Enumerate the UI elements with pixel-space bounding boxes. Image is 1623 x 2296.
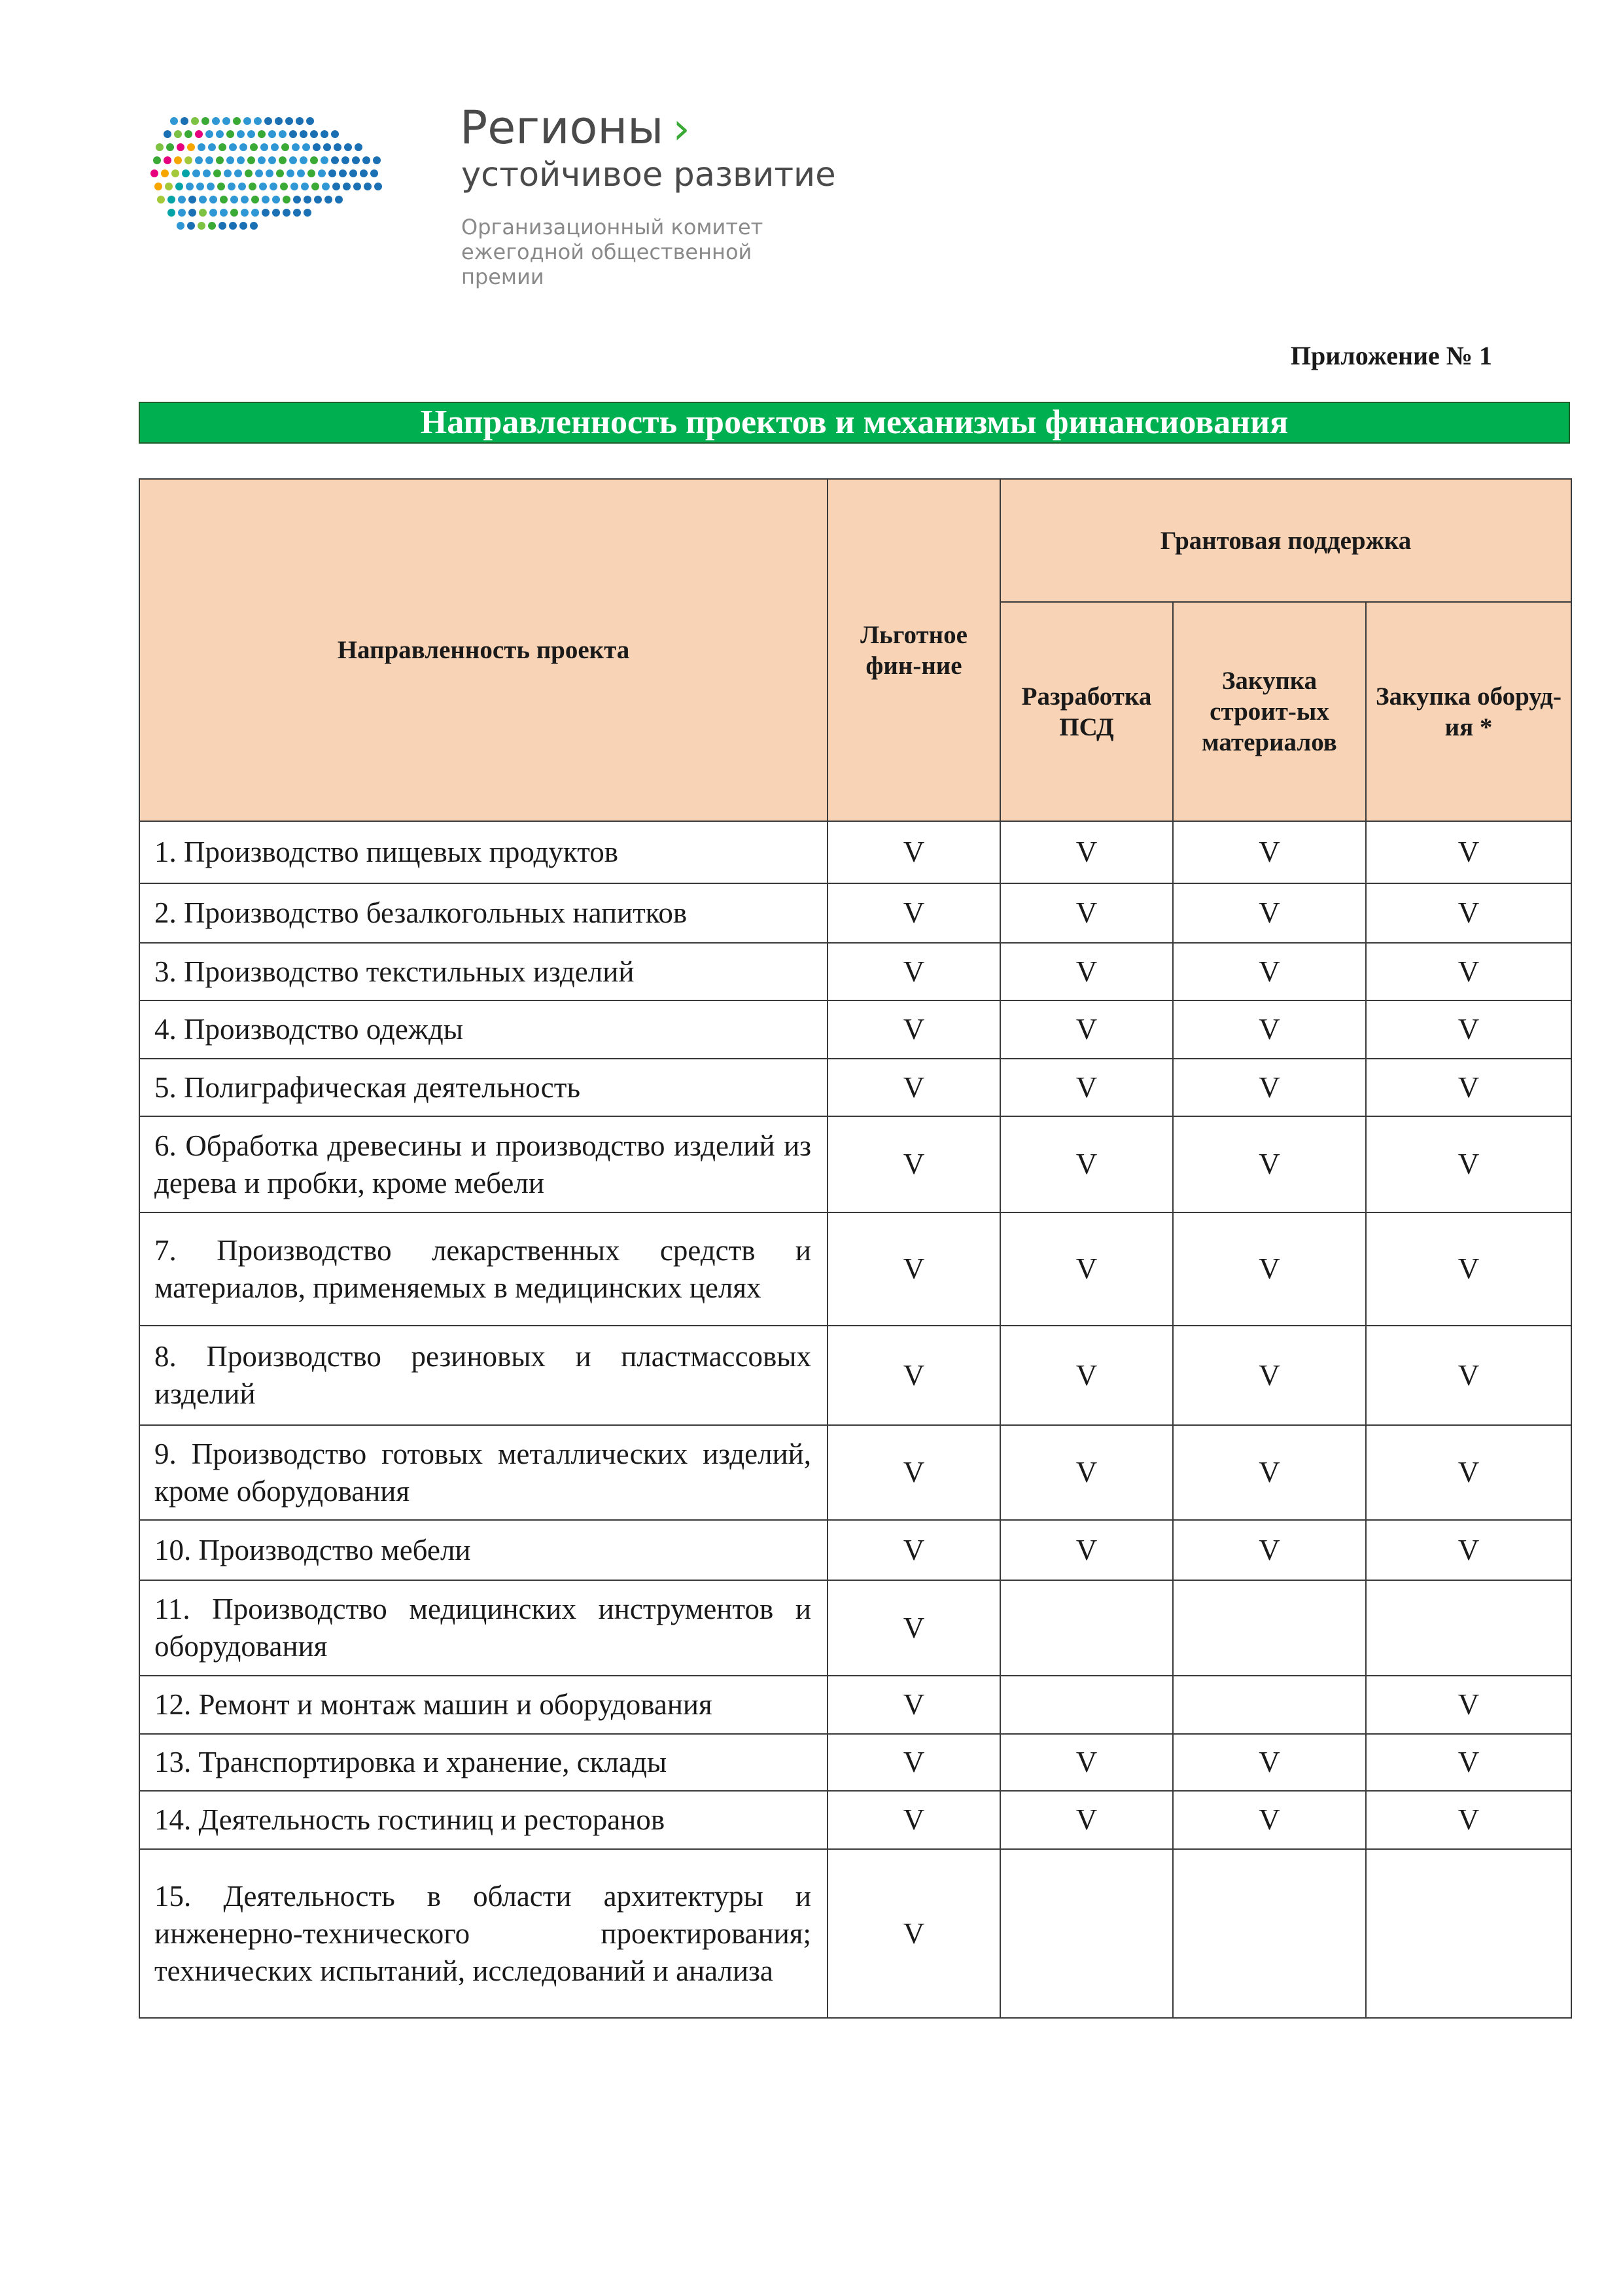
- row-direction: 4. Производство одежды: [139, 1000, 828, 1059]
- row-direction: 10. Производство мебели: [139, 1520, 828, 1580]
- row-mark: [1000, 1676, 1173, 1734]
- row-mark: V: [1173, 1212, 1366, 1326]
- header-design: Разработка ПСД: [1000, 602, 1173, 821]
- row-mark: V: [1000, 1734, 1173, 1791]
- row-mark: V: [1366, 1000, 1571, 1059]
- row-mark: V: [1000, 1116, 1173, 1212]
- financing-table: [139, 478, 1572, 2019]
- row-mark: [1000, 1580, 1173, 1676]
- header-grant: Грантовая поддержка: [1000, 479, 1571, 602]
- row-mark: V: [1000, 1425, 1173, 1520]
- row-mark: V: [828, 1734, 1000, 1791]
- row-mark: V: [1366, 1425, 1571, 1520]
- chevron-right-icon: ›: [672, 103, 690, 154]
- row-direction: 3. Производство текстильных изделий: [139, 943, 828, 1000]
- row-direction: 1. Производство пищевых продуктов: [139, 821, 828, 883]
- row-direction: 8. Производство резиновых и пластмассовых изделий: [139, 1326, 828, 1425]
- row-mark: V: [1366, 1676, 1571, 1734]
- row-mark: V: [1000, 1326, 1173, 1425]
- row-mark: V: [1173, 1520, 1366, 1580]
- row-mark: V: [1366, 821, 1571, 883]
- header-direction: Направленность проекта: [139, 479, 828, 821]
- appendix-label: Приложение № 1: [1290, 341, 1492, 370]
- row-direction: 13. Транспортировка и хранение, склады: [139, 1734, 828, 1791]
- row-mark: V: [1173, 1791, 1366, 1849]
- table-row: [139, 1059, 1571, 1116]
- row-mark: V: [1366, 1059, 1571, 1116]
- row-mark: V: [1173, 943, 1366, 1000]
- row-mark: V: [828, 1676, 1000, 1734]
- row-direction: 11. Производство медицинских инструментов и оборудования: [139, 1580, 828, 1676]
- table-row: [139, 1734, 1571, 1791]
- row-mark: V: [828, 1520, 1000, 1580]
- row-mark: V: [1000, 1520, 1173, 1580]
- table-row: [139, 821, 1571, 883]
- table-row: [139, 1580, 1571, 1676]
- row-mark: V: [1173, 1326, 1366, 1425]
- row-mark: V: [828, 1116, 1000, 1212]
- row-direction: 14. Деятельность гостиниц и ресторанов: [139, 1791, 828, 1849]
- row-mark: [1173, 1849, 1366, 2018]
- row-mark: V: [828, 1849, 1000, 2018]
- table-row: [139, 1212, 1571, 1326]
- row-direction: 2. Производство безалкогольных напитков: [139, 883, 828, 943]
- table-row: [139, 943, 1571, 1000]
- section-banner: Направленность проектов и механизмы финансиования: [139, 402, 1570, 444]
- row-mark: [1366, 1849, 1571, 2018]
- row-mark: V: [1173, 1734, 1366, 1791]
- row-mark: V: [1173, 1116, 1366, 1212]
- row-direction: 5. Полиграфическая деятельность: [139, 1059, 828, 1116]
- row-mark: V: [1173, 821, 1366, 883]
- row-mark: V: [1000, 1212, 1173, 1326]
- row-mark: [1000, 1849, 1173, 2018]
- row-mark: V: [828, 943, 1000, 1000]
- organizer-line: премии: [461, 264, 544, 289]
- brand-subtitle: устойчивое развитие: [461, 156, 836, 194]
- row-mark: V: [1173, 1059, 1366, 1116]
- row-mark: [1173, 1580, 1366, 1676]
- row-mark: V: [1366, 1734, 1571, 1791]
- row-mark: V: [1000, 943, 1173, 1000]
- row-mark: V: [1000, 883, 1173, 943]
- row-mark: V: [1173, 883, 1366, 943]
- row-mark: V: [1366, 1116, 1571, 1212]
- row-mark: V: [1000, 821, 1173, 883]
- header-materials: Закупка строит-ых материалов: [1173, 602, 1366, 821]
- organizer-line: ежегодной общественной: [461, 239, 752, 264]
- table-row: [139, 1326, 1571, 1425]
- row-mark: V: [1366, 1326, 1571, 1425]
- row-mark: V: [828, 1059, 1000, 1116]
- row-mark: V: [1366, 1520, 1571, 1580]
- row-mark: V: [828, 1326, 1000, 1425]
- brand-title: Регионы ›: [460, 101, 690, 154]
- row-mark: V: [828, 1212, 1000, 1326]
- row-mark: V: [1000, 1791, 1173, 1849]
- row-direction: 15. Деятельность в области архитектуры и инженерно-технического проектирования; технических испытаний, исследований и анализа: [139, 1849, 828, 2018]
- row-mark: V: [1366, 1791, 1571, 1849]
- row-mark: V: [1366, 943, 1571, 1000]
- row-mark: [1173, 1676, 1366, 1734]
- table-row: [139, 1116, 1571, 1212]
- row-direction: 6. Обработка древесины и производство изделий из дерева и пробки, кроме мебели: [139, 1116, 828, 1212]
- organizer-caption: [461, 215, 828, 289]
- row-direction: 12. Ремонт и монтаж машин и оборудования: [139, 1676, 828, 1734]
- header-preferential: Льготное фин-ние: [828, 479, 1000, 821]
- table-row: [139, 883, 1571, 943]
- row-mark: V: [1173, 1000, 1366, 1059]
- row-mark: V: [1173, 1425, 1366, 1520]
- table-row: [139, 1676, 1571, 1734]
- row-mark: V: [828, 1425, 1000, 1520]
- row-mark: V: [1366, 883, 1571, 943]
- header-equipment: Закупка оборуд-ия *: [1366, 602, 1571, 821]
- row-mark: V: [1366, 1212, 1571, 1326]
- row-mark: V: [828, 1791, 1000, 1849]
- row-mark: V: [828, 1000, 1000, 1059]
- table-row: [139, 1000, 1571, 1059]
- row-mark: V: [828, 883, 1000, 943]
- dot-map-logo-icon: [150, 115, 393, 245]
- table-row: [139, 1849, 1571, 2018]
- row-mark: V: [828, 1580, 1000, 1676]
- row-mark: V: [1000, 1059, 1173, 1116]
- row-direction: 7. Производство лекарственных средств и материалов, применяемых в медицинских целях: [139, 1212, 828, 1326]
- organizer-line: Организационный комитет: [461, 215, 763, 239]
- row-mark: V: [828, 821, 1000, 883]
- row-mark: V: [1000, 1000, 1173, 1059]
- row-mark: [1366, 1580, 1571, 1676]
- table-row: [139, 1425, 1571, 1520]
- row-direction: 9. Производство готовых металлических изделий, кроме оборудования: [139, 1425, 828, 1520]
- table-row: [139, 1520, 1571, 1580]
- table-row: [139, 1791, 1571, 1849]
